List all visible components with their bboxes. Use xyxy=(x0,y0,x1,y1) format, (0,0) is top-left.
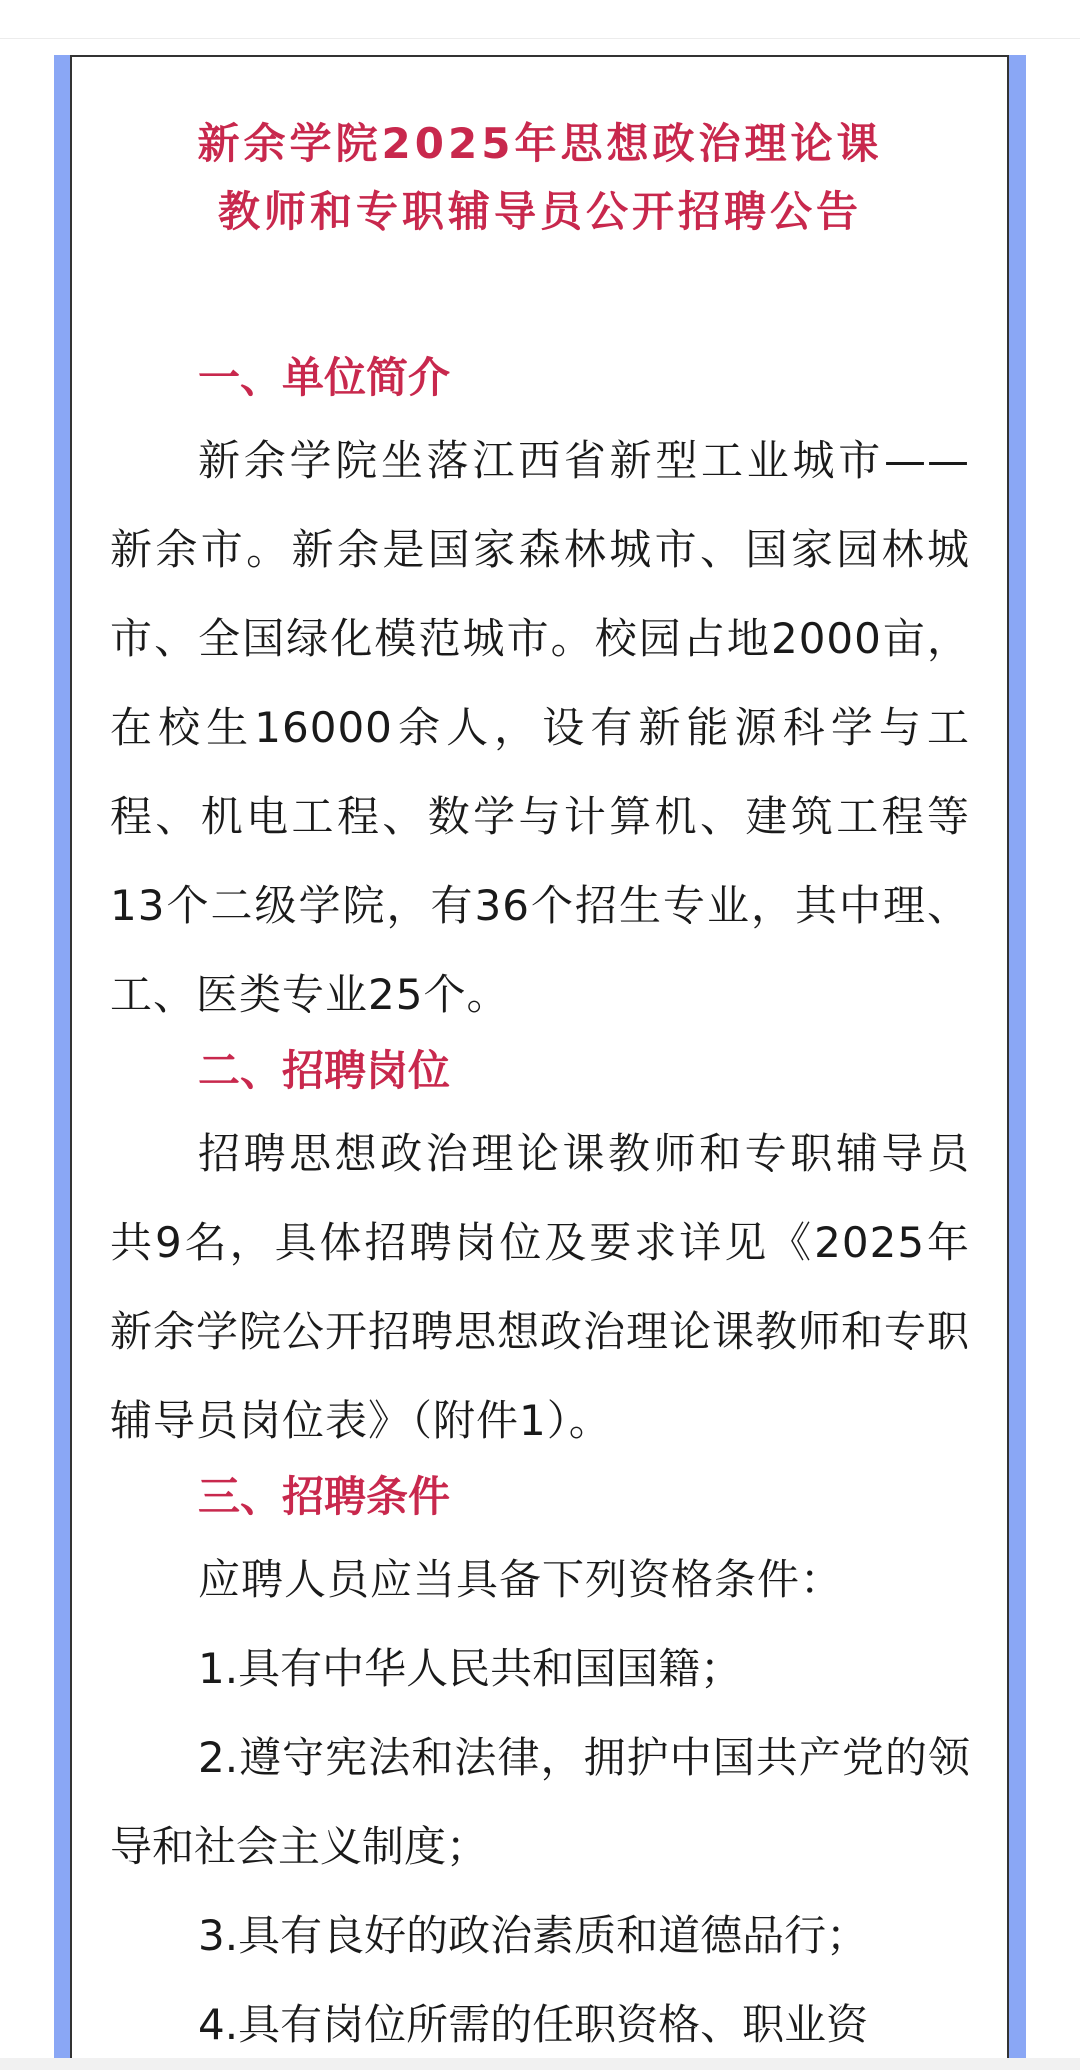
inner-frame-left xyxy=(70,55,72,2070)
inner-frame-right xyxy=(1007,55,1009,2070)
bottom-bar xyxy=(0,2058,1080,2070)
section-paragraph-requirements: 应聘人员应当具备下列资格条件： xyxy=(198,1555,844,1604)
section-paragraph-positions: 招聘思想政治理论课教师和专职辅导员共9名，具体招聘岗位及要求详见《2025年新余学院公开招聘思想政治理论课教师和专职辅导员岗位表》（附件1）。 xyxy=(110,1129,971,1445)
inner-frame-top xyxy=(70,55,1009,57)
requirement-item: 2.遵守宪法和法律，拥护中国共产党的领导和社会主义制度； xyxy=(110,1733,970,1871)
requirement-item: 3.具有良好的政治素质和道德品行； xyxy=(198,1911,869,1960)
requirement-item: 1.具有中华人民共和国国籍； xyxy=(198,1644,743,1693)
right-page-border xyxy=(1009,55,1026,2070)
section-heading-requirements: 三、招聘条件 xyxy=(198,1472,451,1521)
document-title-line2: 教师和专职辅导员公开招聘公告 xyxy=(217,187,862,236)
section-heading-intro: 一、单位简介 xyxy=(198,353,451,402)
document-content xyxy=(110,110,970,2069)
requirement-item: 4.具有岗位所需的任职资格、职业资 xyxy=(198,2000,869,2049)
section-paragraph-intro: 新余学院坐落江西省新型工业城市——新余市。新余是国家森林城市、国家园林城市、全国绿化模范城市。校园占地2000亩，在校生16000余人，设有新能源科学与工程、机电工程、数学与计算机、建筑工程等13个二级学院，有36个招生专业，其中理、工、医类专业25个。 xyxy=(110,436,970,1019)
left-page-border xyxy=(54,55,70,2070)
top-bar xyxy=(0,0,1080,39)
document-title-line1: 新余学院2025年思想政治理论课 xyxy=(197,119,883,168)
section-heading-positions: 二、招聘岗位 xyxy=(198,1046,451,1095)
